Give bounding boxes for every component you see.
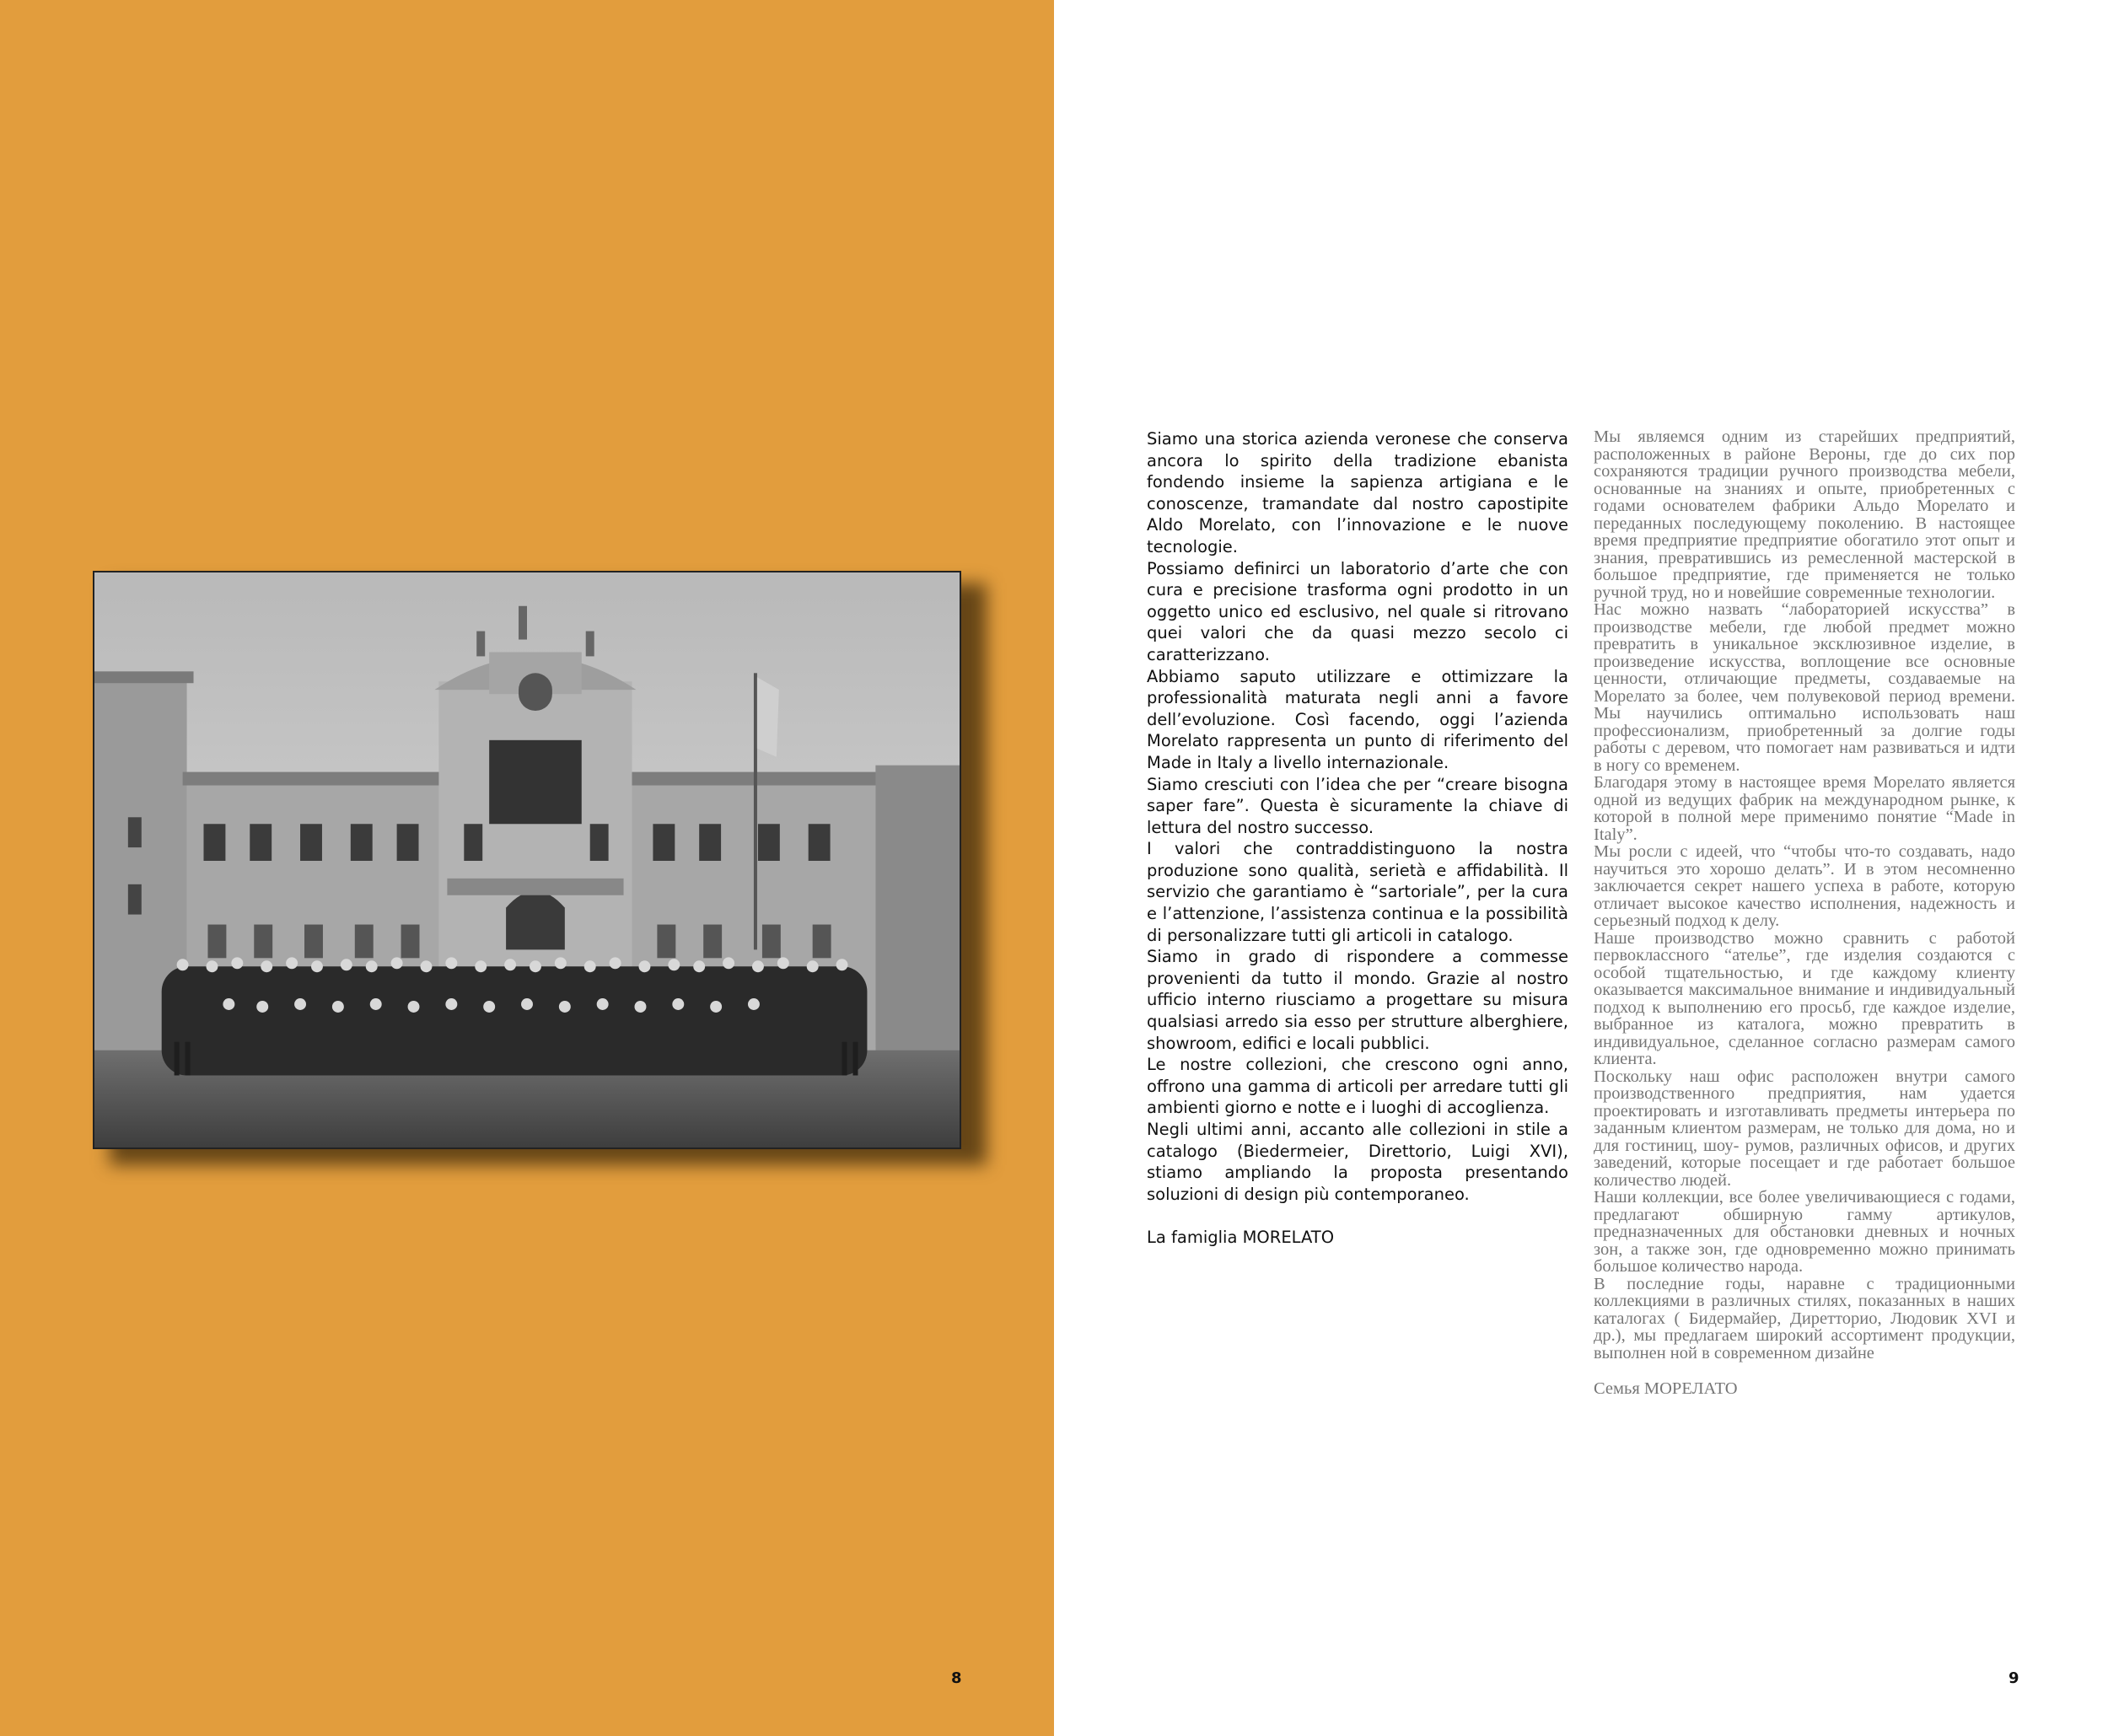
russian-paragraph: Поскольку наш офис расположен внутри самого производственного предприятия, нам удается проектировать и изготавливать предметы интерьера по заданным клиентом размерам, не только для дома, но и для гостиниц, шоу- румов, различных офисов, и других заведений, которые посещает и где работает большое количество людей. bbox=[1594, 1067, 2015, 1190]
italian-paragraph: Siamo una storica azienda veronese che conserva ancora lo spirito della tradizione ebanista fondendo insieme la sapienza artigiana e le conoscenze, tramandate dal nostro capostipite Aldo Morelato, con l’innovazione e le nuove tecnologie. bbox=[1147, 429, 1568, 556]
russian-paragraph: Наши коллекции, все более увеличивающиеся с годами, предлагают обширную гамму артикулов, предназначенных для обстановки дневных и ночных зон, а также зон, где одновременно можно принимать большое количество народа. bbox=[1594, 1188, 2015, 1276]
russian-signature: Семья МОРЕЛАТО bbox=[1594, 1379, 1738, 1398]
russian-paragraph: Благодаря этому в настоящее время Морелато является одной из ведущих фабрик на международном рынке, к которой в полной мере применимо понятие “Made in Italy”. bbox=[1594, 773, 2015, 844]
italian-paragraph: Le nostre collezioni, che crescono ogni anno, offrono una gamma di articoli per arredare tutti gli ambienti giorno e notte e i luoghi di accoglienza. bbox=[1147, 1055, 1568, 1118]
group-photo-villa-icon bbox=[94, 572, 960, 1147]
group-photo bbox=[93, 571, 961, 1149]
russian-paragraph: Мы являемся одним из старейших предприятий, расположенных в районе Вероны, где до сих пор сохраняются традиции ручного производства мебели, основанные на знаниях и опыте, приобретенных с годами основателем фабрики Альдо Морелато и переданных последующему поколению. В настоящее время предприятие предприятие обогатило этот опыт и знания, превратившись из ремесленной мастерской в большое предприятие, где применяется не только ручной труд, но и новейшие современные технологии. bbox=[1594, 427, 2015, 602]
italian-paragraph: Siamo in grado di rispondere a commesse provenienti da tutto il mondo. Grazie al nostro ufficio interno riusciamo a progettare su misura qualsiasi arredo sia esso per strutture alberghiere, showroom, edifici e locali pubblici. bbox=[1147, 947, 1568, 1053]
russian-paragraph: Нас можно назвать “лабораторией искусства” в производстве мебели, где любой предмет можно превратить в уникальное эксклюзивное изделие, в произведение искусства, воплощение все основные ценности, отличающие предметы, создаваемые на Морелато за более, чем полувековой период времени. Мы научились оптимально использовать наш профессионализм, приобретенный за долгие годы работы с деревом, что помогает нам развиваться и идти в ногу со временем. bbox=[1594, 600, 2015, 775]
russian-text-column bbox=[1594, 428, 2015, 1398]
italian-signature: La famiglia MORELATO bbox=[1147, 1228, 1335, 1248]
italian-paragraph: Abbiamo saputo utilizzare e ottimizzare la professionalità maturata negli anni a favore dell’evoluzione. Così facendo, oggi l’azienda Morelato rappresenta un punto di riferimento del Made in Italy a livello internazionale. bbox=[1147, 666, 1568, 772]
italian-paragraph: I valori che contraddistinguono la nostra produzione sono qualità, serietà e affidabilità. Il servizio che garantiamo è “sartoriale”, per la cura e l’attenzione, l’assistenza continua e la possibilità di personalizzare tutti gli articoli in catalogo. bbox=[1147, 839, 1568, 945]
page-number-left: 8 bbox=[951, 1669, 962, 1687]
italian-text-column bbox=[1147, 428, 1568, 1249]
russian-paragraph: Мы росли с идеей, что “чтобы что-то создавать, надо научиться это хорошо делать”. И в этом несомненно заключается секрет нашего успеха в работе, которую отличает высокое качество исполнения, надежность и серьезный подход к делу. bbox=[1594, 842, 2015, 930]
italian-paragraph: Siamo cresciuti con l’idea che per “creare bisogna saper fare”. Questa è sicuramente la chiave di lettura del nostro successo. bbox=[1147, 774, 1568, 837]
page-number-right: 9 bbox=[2009, 1669, 2019, 1687]
italian-paragraph: Negli ultimi anni, accanto alle collezioni in stile a catalogo (Biedermeier, Direttorio, Luigi XVI), stiamo ampliando la proposta presentando soluzioni di design più contemporaneo. bbox=[1147, 1120, 1568, 1204]
russian-paragraph: Наше производство можно сравнить с работой первоклассного “ателье”, где изделия создаются с особой тщательностью, и где каждому клиенту оказывается максимальное внимание и индивидуальный подход к выполнению его просьб, где каждое изделие, выбранное из каталога, можно превратить в индивидуальное, сделанное согласно размерам самого клиента. bbox=[1594, 928, 2015, 1068]
russian-paragraph: В последние годы, наравне с традиционными коллекциями в различных стилях, показанных в наших каталогах ( Бидермайер, Диретторио, Людовик XVI и др.), мы предлагаем широкий ассортимент продукции, выполнен ной в современном дизайне bbox=[1594, 1274, 2015, 1362]
italian-paragraph: Possiamo definirci un laboratorio d’arte che con cura e precisione trasforma ogni prodotto in un oggetto unico ed esclusivo, nel quale si ritrovano quei valori che da quasi mezzo secolo ci caratterizzano. bbox=[1147, 558, 1568, 664]
